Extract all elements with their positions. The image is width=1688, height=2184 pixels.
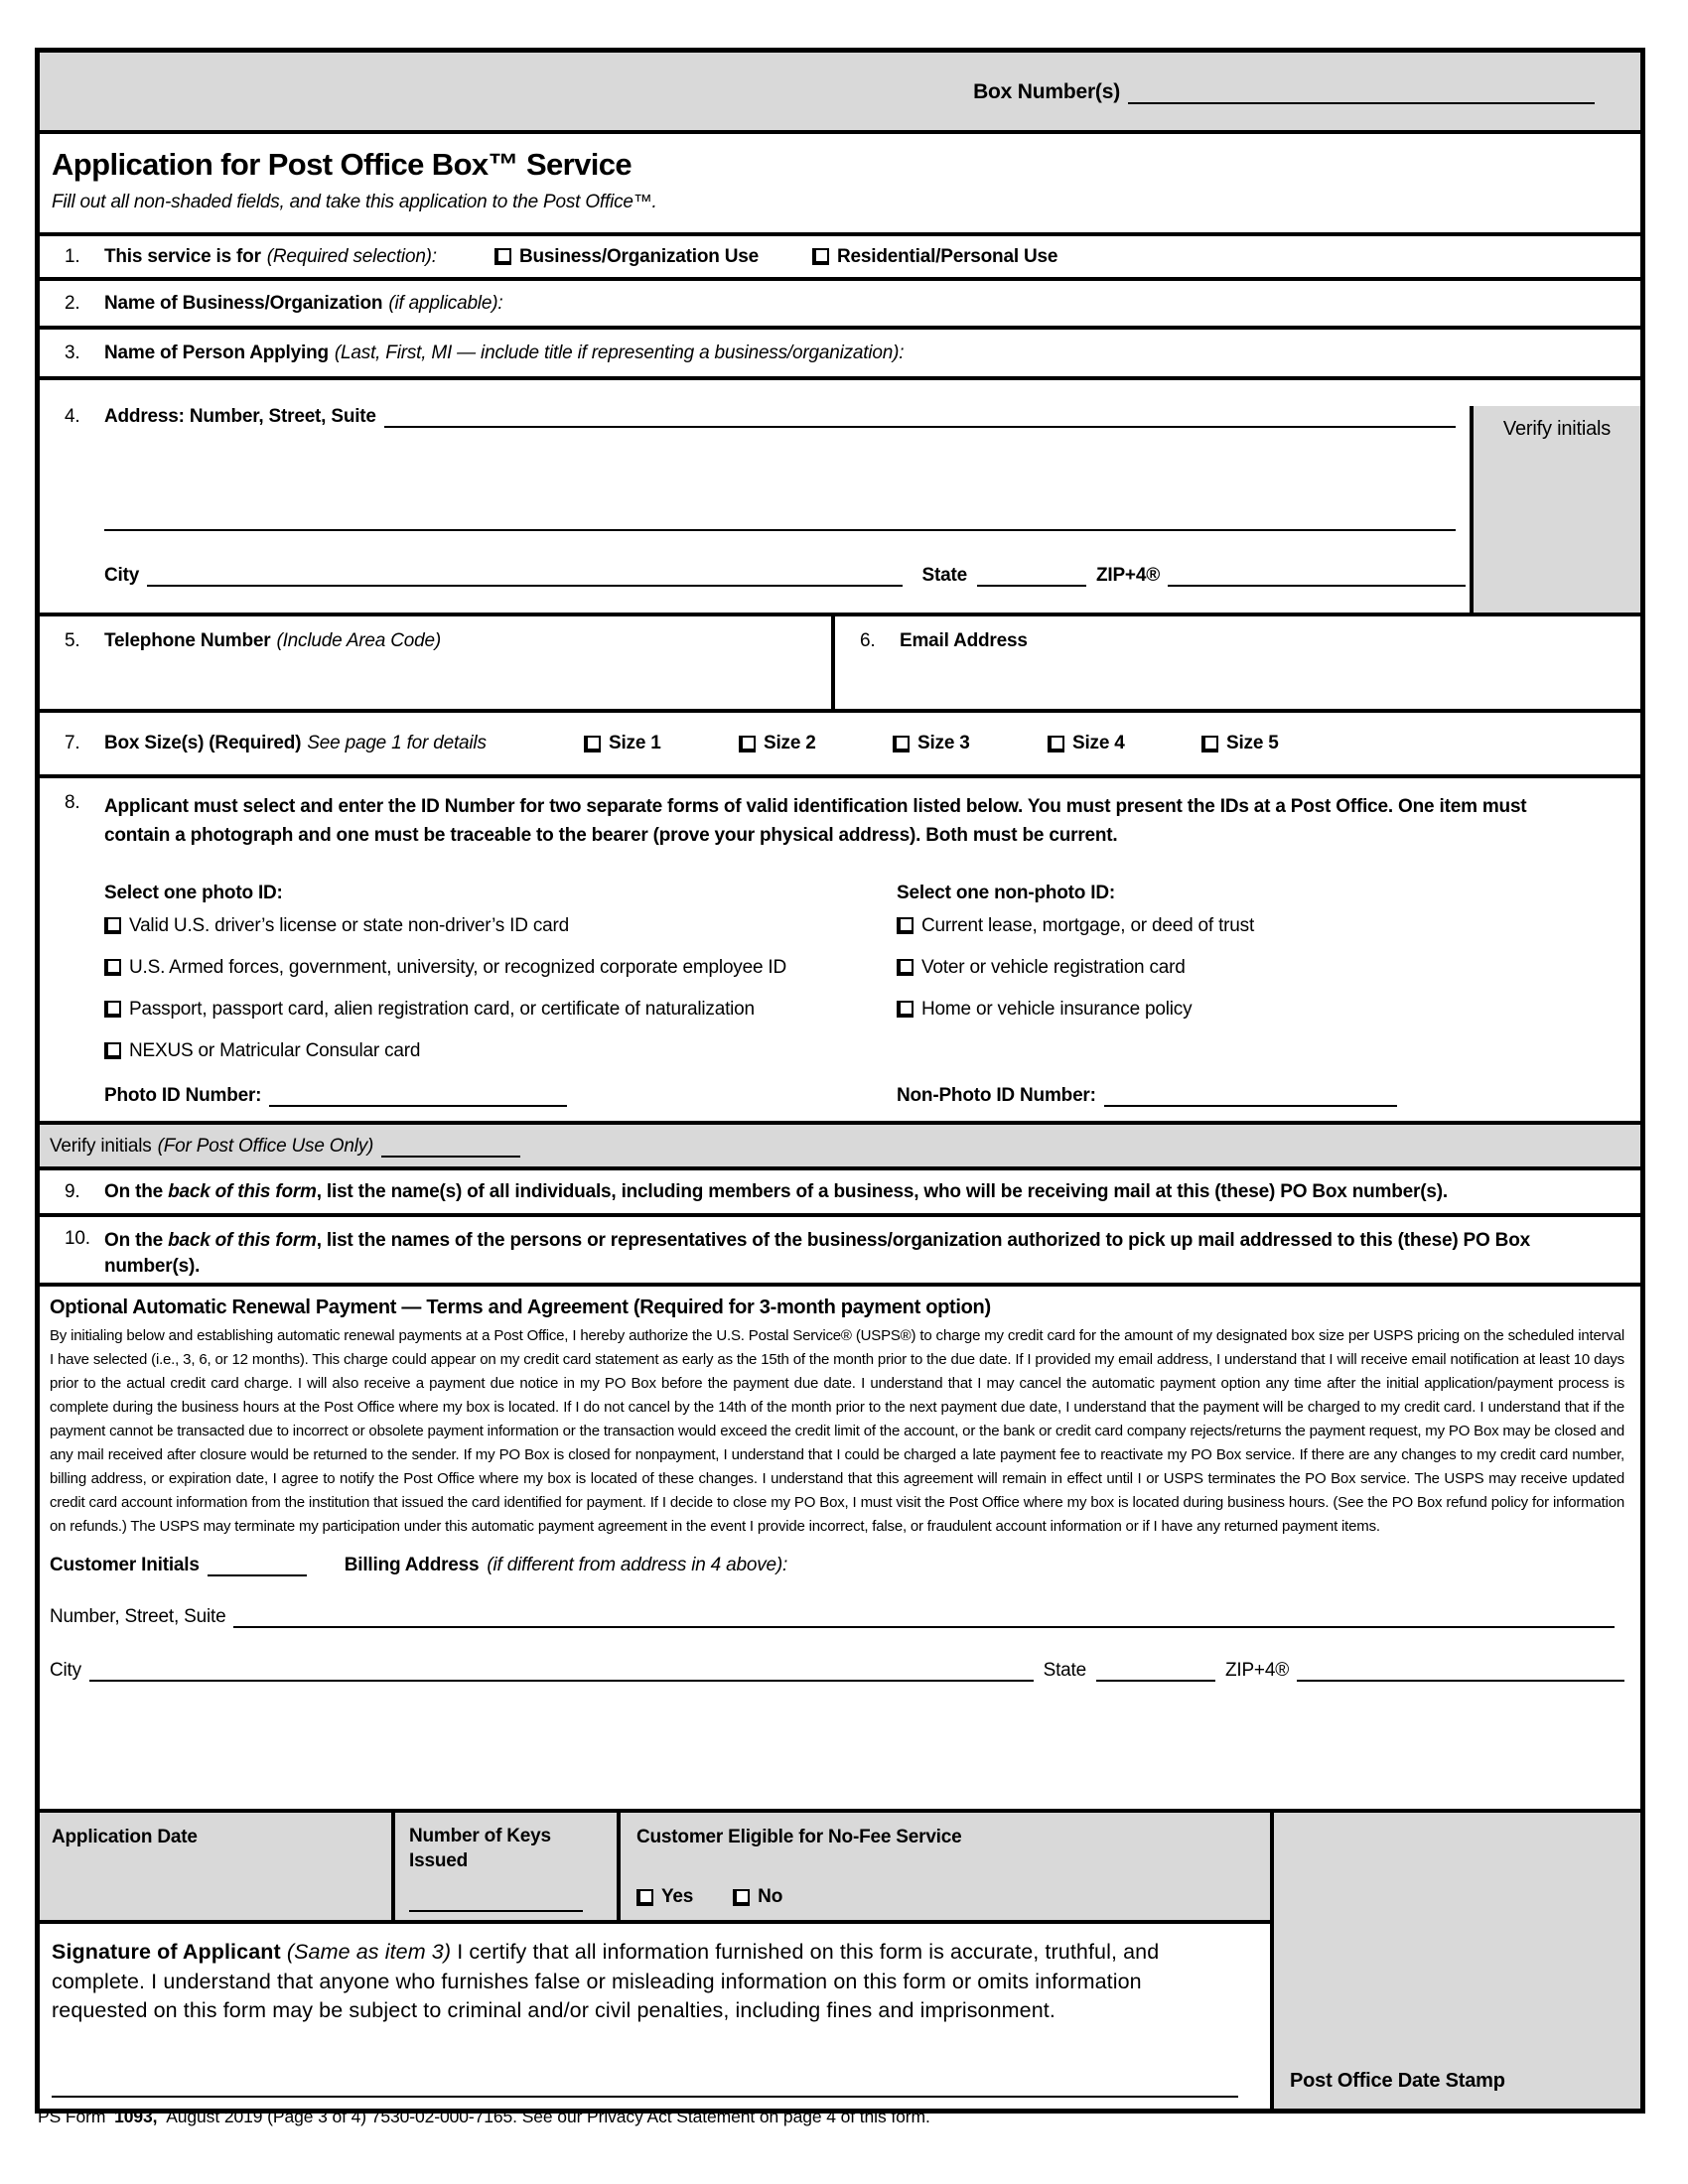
- customer-initials-input-line[interactable]: [208, 1572, 307, 1576]
- nonphoto-id-option-3: [897, 998, 1254, 1021]
- po-box-application-form: [35, 48, 1645, 2114]
- item-1-service-type: [40, 236, 1640, 281]
- item-2-number: 2.: [65, 292, 80, 314]
- customer-initials-line: [50, 1555, 1624, 1576]
- checkbox-size-2[interactable]: [739, 736, 756, 752]
- customer-initials-label: Customer Initials: [50, 1555, 200, 1575]
- option-residential-use-label: Residential/Personal Use: [837, 245, 1058, 267]
- nonphoto-id-number-input-line[interactable]: [1104, 1103, 1397, 1107]
- billing-city-label: City: [50, 1660, 81, 1681]
- photo-id-number-field: [104, 1085, 567, 1107]
- item-9-text: [104, 1181, 1448, 1203]
- item-9-mail-recipients: [40, 1170, 1640, 1217]
- footer-pre: PS Form: [38, 2107, 106, 2126]
- billing-zip-input-line[interactable]: [1297, 1678, 1624, 1682]
- option-residential-use: [812, 246, 1057, 268]
- date-stamp-label: Post Office Date Stamp: [1290, 2070, 1505, 2092]
- verify-initials-label: Verify initials: [50, 1136, 152, 1157]
- billing-address-qualifier: (if different from address in 4 above):: [487, 1555, 788, 1575]
- item-10-pickup-persons: [40, 1217, 1640, 1287]
- office-use-section: [40, 1813, 1640, 2109]
- billing-address-label: Billing Address: [344, 1555, 480, 1575]
- nonphoto-id-option-3-label: Home or vehicle insurance policy: [921, 999, 1193, 1020]
- city-label: City: [104, 565, 140, 586]
- zip-label: ZIP+4®: [1095, 565, 1160, 586]
- verify-initials-input-line[interactable]: [381, 1154, 520, 1158]
- photo-id-header: Select one photo ID:: [104, 883, 283, 903]
- item-1-label: This service is for: [104, 245, 261, 267]
- item-10-italic: back of this form: [168, 1230, 317, 1251]
- zip-input-line[interactable]: [1168, 583, 1466, 587]
- signature-label: Signature of Applicant: [52, 1940, 281, 1964]
- verify-initials-qualifier: (For Post Office Use Only): [157, 1136, 374, 1157]
- address-street-line: [40, 406, 1466, 428]
- verify-initials-bar: [40, 1125, 1640, 1170]
- item-10-text: [104, 1217, 1571, 1279]
- item-3-qualifier: (Last, First, MI — include title if representing a business/organization):: [334, 341, 905, 363]
- nonphoto-id-option-1-label: Current lease, mortgage, or deed of trust: [921, 915, 1255, 936]
- size-1-label: Size 1: [609, 733, 661, 753]
- item-7-qualifier: See page 1 for details: [307, 733, 487, 753]
- checkbox-size-5[interactable]: [1201, 736, 1218, 752]
- item-10-post: , list the names of the persons or representatives of the business/organization authorized to pick up mail addressed to this (these) PO Box number(s).: [104, 1230, 1530, 1277]
- item-6-number: 6.: [860, 630, 876, 651]
- box-numbers-header: [40, 53, 1640, 134]
- city-input-line[interactable]: [147, 583, 902, 587]
- item-9-pre: On the: [104, 1180, 163, 1202]
- street-input-line[interactable]: [384, 424, 1456, 428]
- billing-city-input-line[interactable]: [89, 1678, 1034, 1682]
- item-9-number: 9.: [65, 1180, 80, 1202]
- option-size-4: [1048, 733, 1125, 754]
- verify-initials-box[interactable]: [1470, 406, 1640, 613]
- renewal-agreement-section: [40, 1287, 1640, 1813]
- item-2-business-name[interactable]: [40, 281, 1640, 330]
- signature-section: [40, 1924, 1270, 2109]
- item-6-label: Email Address: [900, 630, 1028, 651]
- form-footer: [38, 2107, 930, 2127]
- photo-id-option-2-label: U.S. Armed forces, government, university, or recognized corporate employee ID: [129, 957, 787, 978]
- item-4-label: Address: Number, Street, Suite: [104, 406, 376, 427]
- street-input-line-2[interactable]: [104, 527, 1456, 531]
- nonphoto-id-option-2: [897, 956, 1254, 979]
- item-6-email[interactable]: [835, 616, 1640, 709]
- photo-id-option-4-label: NEXUS or Matricular Consular card: [129, 1040, 421, 1061]
- item-10-pre: On the: [104, 1230, 163, 1251]
- photo-id-option-1-label: Valid U.S. driver’s license or state non-driver’s ID card: [129, 915, 570, 936]
- billing-state-label: State: [1043, 1660, 1086, 1681]
- nonphoto-id-option-1: [897, 914, 1254, 937]
- checkbox-no-fee-yes[interactable]: [636, 1889, 653, 1906]
- checkbox-residential-use[interactable]: [812, 248, 829, 265]
- post-office-date-stamp-area: [1270, 1813, 1640, 2109]
- nonphoto-id-header: Select one non-photo ID:: [897, 883, 1116, 903]
- checkbox-size-4[interactable]: [1048, 736, 1064, 752]
- item-7-box-sizes: [40, 713, 1640, 778]
- item-2-qualifier: (if applicable):: [388, 292, 503, 314]
- size-4-label: Size 4: [1072, 733, 1125, 753]
- billing-street-input-line[interactable]: [233, 1624, 1615, 1628]
- no-fee-cell: [621, 1813, 1270, 1920]
- form-subtitle: Fill out all non-shaded fields, and take this application to the Post Office™.: [52, 192, 657, 212]
- box-size-row: [40, 713, 1640, 774]
- item-2-label: Name of Business/Organization: [104, 292, 383, 314]
- item-3-person-applying[interactable]: [40, 330, 1640, 380]
- photo-id-number-label: Photo ID Number:: [104, 1085, 262, 1106]
- size-5-label: Size 5: [1226, 733, 1279, 753]
- item-1-qualifier: (Required selection):: [266, 245, 437, 267]
- option-size-1: [584, 733, 661, 754]
- item-5-6-row: [40, 616, 1640, 713]
- state-label: State: [921, 565, 967, 586]
- photo-id-number-input-line[interactable]: [269, 1103, 567, 1107]
- checkbox-voter-registration[interactable]: [897, 959, 914, 976]
- checkbox-nexus[interactable]: [104, 1042, 121, 1059]
- item-4-number: 4.: [65, 406, 80, 427]
- billing-state-input-line[interactable]: [1096, 1678, 1215, 1682]
- item-9-post: , list the name(s) of all individuals, including members of a business, who will be receiving mail at this (these) PO Box number(s).: [316, 1180, 1448, 1202]
- footer-form-number: 1093,: [114, 2107, 158, 2126]
- renewal-heading: Optional Automatic Renewal Payment — Terms and Agreement (Required for 3-month payment option): [50, 1297, 991, 1318]
- no-fee-yes-label: Yes: [661, 1886, 694, 1907]
- option-size-3: [893, 733, 970, 754]
- option-business-use-label: Business/Organization Use: [519, 245, 760, 267]
- keys-issued-label: Number of Keys Issued: [409, 1826, 551, 1871]
- checkbox-no-fee-no[interactable]: [733, 1889, 750, 1906]
- checkbox-lease[interactable]: [897, 917, 914, 934]
- state-input-line[interactable]: [977, 583, 1086, 587]
- application-date-label: Application Date: [52, 1827, 198, 1847]
- option-size-5: [1201, 733, 1279, 754]
- application-date-cell[interactable]: [40, 1813, 395, 1920]
- checkbox-armed-forces-id[interactable]: [104, 959, 121, 976]
- address-city-line: [104, 565, 1466, 587]
- item-8-instructions: Applicant must select and enter the ID Number for two separate forms of valid identification listed below. You must present the IDs at a Post Office. One item must contain a photograph and one must be traceable to the bearer (prove your physical address). Both must be current.: [104, 796, 1527, 847]
- box-numbers-input-line[interactable]: [1128, 100, 1595, 104]
- checkbox-passport[interactable]: [104, 1001, 121, 1018]
- billing-zip-label: ZIP+4®: [1224, 1660, 1289, 1681]
- item-1-number: 1.: [65, 245, 80, 267]
- photo-id-column: [104, 883, 786, 1081]
- item-10-number: 10.: [65, 1228, 90, 1249]
- item-7-number: 7.: [65, 733, 80, 753]
- item-5-label: Telephone Number: [104, 630, 271, 651]
- form-title: Application for Post Office Box™ Service: [52, 147, 633, 182]
- item-4-address: [40, 406, 1640, 616]
- photo-id-option-1: [104, 914, 786, 937]
- item-8-identification: [40, 778, 1640, 1125]
- size-3-label: Size 3: [917, 733, 970, 753]
- footer-post: August 2019 (Page 3 of 4) 7530-02-000-7165. See our Privacy Act Statement on page 4 of this form.: [166, 2107, 930, 2126]
- checkbox-size-3[interactable]: [893, 736, 910, 752]
- title-block: [40, 134, 1640, 236]
- size-2-label: Size 2: [764, 733, 816, 753]
- item-5-number: 5.: [65, 630, 80, 651]
- billing-street-label: Number, Street, Suite: [50, 1606, 226, 1627]
- billing-street-line: [50, 1606, 1624, 1628]
- office-use-gray-row: [40, 1813, 1270, 1924]
- item-3-number: 3.: [65, 341, 80, 363]
- verify-initials-box-label: Verify initials: [1502, 418, 1612, 440]
- nonphoto-id-column: [897, 883, 1254, 1039]
- option-business-use: [494, 246, 759, 268]
- checkbox-size-1[interactable]: [584, 736, 601, 752]
- nonphoto-id-number-field: [897, 1085, 1397, 1107]
- billing-city-line: [50, 1660, 1624, 1682]
- checkbox-business-use[interactable]: [494, 248, 511, 265]
- photo-id-option-3-label: Passport, passport card, alien registration card, or certificate of naturalization: [129, 999, 755, 1020]
- signature-qualifier: (Same as item 3): [286, 1940, 452, 1964]
- photo-id-option-3: [104, 998, 786, 1021]
- signature-input-line[interactable]: [52, 2094, 1238, 2098]
- photo-id-option-2: [104, 956, 786, 979]
- nonphoto-id-option-2-label: Voter or vehicle registration card: [921, 957, 1186, 978]
- no-fee-no-label: No: [758, 1886, 783, 1907]
- checkbox-drivers-license[interactable]: [104, 917, 121, 934]
- item-5-telephone[interactable]: [40, 616, 835, 709]
- item-7-label: Box Size(s) (Required): [104, 733, 302, 753]
- renewal-terms-text: By initialing below and establishing automatic renewal payments at a Post Office, I hereby authorize the U.S. Postal Service® (USPS®) to charge my credit card for the amount of my designated box size per USPS pricing on the scheduled interval I have selected (i.e., 3, 6, or 12 months). This charge could appear on my credit card statement as early as the 15th of the month prior to the due date. If I provided my email address, I understand that I will receive email notification at least 10 days prior to the actual credit card charge. I will also receive a payment due notice in my PO Box before the payment due date. I understand that I may cancel the automatic payment option any time after the initial application/payment process is complete during the business hours at the Post Office where my box is located. If I do not cancel by the 14th of the month prior to the next payment due date, I understand that the payment will be charged to my credit card. I understand that if the payment cannot be transacted due to incorrect or obsolete payment information or the transaction would exceed the credit limit of the account, or the bank or credit card company rejects/returns the payment request, my PO Box may be closed and any mail received after closure would be returned to the sender. If my PO Box is closed for nonpayment, I understand that I could be charged a late payment fee to reactivate my PO Box service. If there are any changes to my credit card number, billing address, or expiration date, I agree to notify the Post Office where my box is located of these changes. I understand that this agreement will remain in effect until I or USPS terminates the PO Box service. The USPS may receive updated credit card account information from the institution that issued the card identified for payment. If I decide to close my PO Box, I must visit the Post Office where my box is located during business hours. (See the PO Box refund policy for information on refunds.) The USPS may terminate my participation under this automatic payment agreement in the event I provide incorrect, false, or fraudulent account information or if I have any returned payment items.: [50, 1327, 1624, 1535]
- item-8-number: 8.: [65, 792, 80, 813]
- no-fee-options: [636, 1886, 782, 1908]
- signature-certification-text: I certify that all information furnished on this form is accurate, truthful, and complete. I understand that anyone who furnishes false or misleading information on this form or omits information requested on this form may be subject to criminal and/or civil penalties, including fines and imprisonment.: [52, 1940, 1160, 2023]
- nonphoto-id-number-label: Non-Photo ID Number:: [897, 1085, 1096, 1106]
- keys-issued-cell[interactable]: [395, 1813, 621, 1920]
- box-numbers-label: Box Number(s): [973, 80, 1120, 103]
- photo-id-option-4: [104, 1039, 786, 1062]
- item-3-label: Name of Person Applying: [104, 341, 329, 363]
- item-5-qualifier: (Include Area Code): [276, 630, 441, 651]
- checkbox-insurance-policy[interactable]: [897, 1001, 914, 1018]
- no-fee-label: Customer Eligible for No-Fee Service: [636, 1827, 962, 1847]
- option-size-2: [739, 733, 816, 754]
- item-9-italic: back of this form: [168, 1180, 317, 1202]
- keys-issued-input-line[interactable]: [409, 1908, 583, 1912]
